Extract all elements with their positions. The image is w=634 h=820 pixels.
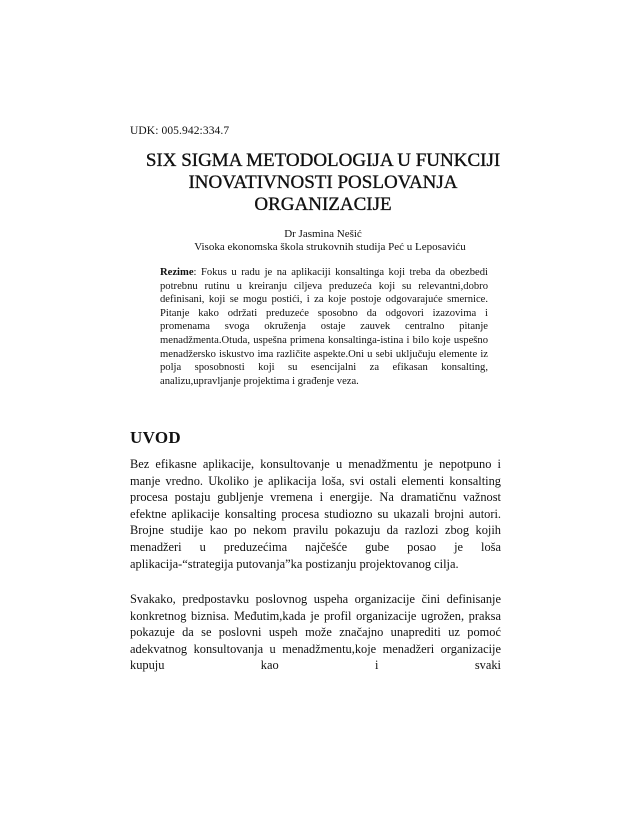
- paper-title: SIX SIGMA METODOLOGIJA U FUNKCIJI INOVATIVNOSTI POSLOVANJA ORGANIZACIJE: [145, 150, 501, 215]
- body-paragraph: Svakako, predpostavku poslovnog uspeha organizacije čini definisanje konkretnog biznisa. Međutim,kada je profil organizacije ugrožen, praksa pokazuje da se poslovni uspeh može značajno unaprediti uz pomoć adekvatnog konsultovanja u menadžmentu,koje menadžeri organizacije kupuju kao i svaki: [130, 592, 501, 673]
- author-affiliation: Visoka ekonomska škola strukovnih studija Peć u Leposaviću: [194, 241, 466, 253]
- abstract-label: Rezime: [160, 267, 194, 278]
- abstract: [160, 266, 488, 388]
- section-heading: UVOD: [130, 428, 181, 447]
- abstract-text: : Fokus u radu je na aplikaciji konsaltinga koji treba da obezbedi potrebnu rutinu u kreiranju ciljeva preduzeća koji su relevantni,dobro definisani, koji se mogu postići, i za koje postoje odgovarajuće smernice. Pitanje kako održati preduzeće sposobno da odgovori izazovima i promenama svoga okruženja ostaje zauvek centralno pitanje menadžmenta.Otuda, uspešna primena konsaltinga-istina i bilo koje uspešno menadžersko iskustvo ima različite aspekte.Oni u sebi uključuju elemente iz polja sposobnosti koji su esencijalni za efikasan konsalting, analizu,upravljanje projektima i građenje veza.: [160, 267, 488, 387]
- udk-code: UDK: 005.942:334.7: [130, 125, 230, 137]
- author-name: Dr Jasmina Nešić: [284, 228, 362, 240]
- body-paragraph: Bez efikasne aplikacije, konsultovanje u menadžmentu je nepotpuno i manje vredno. Ukoliko je aplikacija loša, svi ostali elementi konsalting procesa postaju gubljenje vremena i energije. Na dramatičnu važnost efektne aplikacije konsalting procesa studiozno su ukazali brojni autori. Brojne studije kao po nekom pravilu pokazuju da razlozi zbog kojih menadžeri u preduzećima najčešće gube posao je loša aplikacija-“strategija putovanja”ka postizanju projektovanog cilja.: [130, 457, 501, 571]
